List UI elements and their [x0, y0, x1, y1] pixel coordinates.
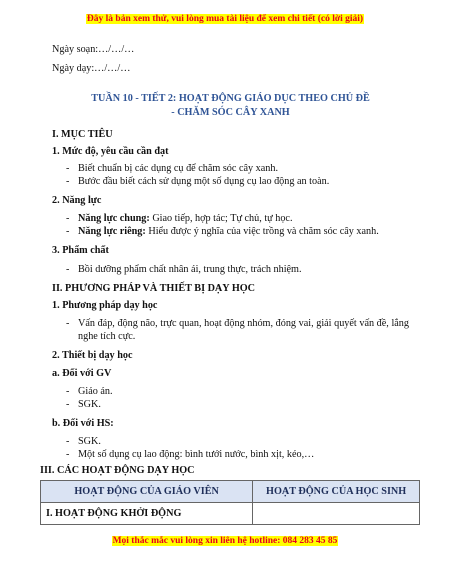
teacher-equipment-list — [52, 385, 409, 411]
subsection-qualities: 3. Phẩm chất — [52, 245, 109, 256]
list-item: - Biết chuẩn bị các dụng cụ để chăm sóc cây xanh. — [68, 162, 409, 175]
section-activities: III. CÁC HOẠT ĐỘNG DẠY HỌC — [40, 465, 195, 476]
list-item: - Giáo án. — [68, 385, 409, 398]
list-item: - Bồi dưỡng phẩm chất nhân ái, trung thực, trách nhiệm. — [68, 263, 409, 276]
table-cell — [253, 503, 420, 525]
lesson-title-line1: TUẦN 10 - TIẾT 2: HOẠT ĐỘNG GIÁO DỤC THEO CHỦ ĐỀ — [91, 93, 370, 104]
qualities-list — [52, 263, 409, 276]
teaching-methods-list — [52, 317, 409, 343]
activities-table — [40, 480, 420, 525]
list-item: - SGK. — [68, 398, 409, 411]
preview-banner — [0, 14, 450, 24]
list-item: - Một số dụng cụ lao động: bình tưới nước, bình xịt, kéo,… — [68, 448, 409, 461]
list-item: - Bước đầu biết cách sử dụng một số dụng cụ lao động an toàn. — [68, 175, 409, 188]
table-header-row — [41, 481, 420, 503]
preview-banner-text: Đây là bản xem thử, vui lòng mua tài liệu để xem chi tiết (có lời giải) — [86, 14, 364, 24]
date-prepared: Ngày soạn:…/…/… — [52, 44, 135, 55]
list-item: - Vấn đáp, động não, trực quan, hoạt động nhóm, đóng vai, giải quyết vấn đề, lắng nghe tích cực. — [68, 317, 409, 343]
subsection-requirements: 1. Mức độ, yêu cầu cần đạt — [52, 146, 169, 157]
hotline-banner-text: Mọi thắc mắc vui lòng xin liên hệ hotline: 084 283 45 85 — [112, 536, 338, 546]
table-row — [41, 503, 420, 525]
subsection-equipment: 2. Thiết bị dạy học — [52, 350, 133, 361]
subsection-for-students: b. Đối với HS: — [52, 418, 114, 429]
subsection-for-teacher: a. Đối với GV — [52, 368, 112, 379]
lesson-title-line2: - CHĂM SÓC CÂY XANH — [171, 107, 290, 118]
hotline-banner — [0, 536, 450, 546]
lesson-title — [52, 92, 409, 120]
table-header-teacher: HOẠT ĐỘNG CỦA GIÁO VIÊN — [41, 481, 253, 503]
subsection-teaching-methods: 1. Phương pháp dạy học — [52, 300, 158, 311]
requirements-list — [52, 162, 409, 188]
table-header-student: HOẠT ĐỘNG CỦA HỌC SINH — [253, 481, 420, 503]
section-methods: II. PHƯƠNG PHÁP VÀ THIẾT BỊ DẠY HỌC — [52, 283, 256, 294]
lesson-plan — [40, 43, 409, 477]
competencies-list — [52, 212, 409, 238]
list-item: - SGK. — [68, 435, 409, 448]
list-item: - Năng lực riêng: Hiểu được ý nghĩa của việc trồng và chăm sóc cây xanh. — [68, 225, 409, 238]
date-taught: Ngày dạy:…/…/… — [52, 63, 131, 74]
list-item: - Năng lực chung: Giao tiếp, hợp tác; Tự chủ, tự học. — [68, 212, 409, 225]
section-objectives: I. MỤC TIÊU — [52, 129, 113, 140]
subsection-competencies: 2. Năng lực — [52, 195, 102, 206]
student-equipment-list — [52, 435, 409, 461]
table-cell: I. HOẠT ĐỘNG KHỞI ĐỘNG — [41, 503, 253, 525]
